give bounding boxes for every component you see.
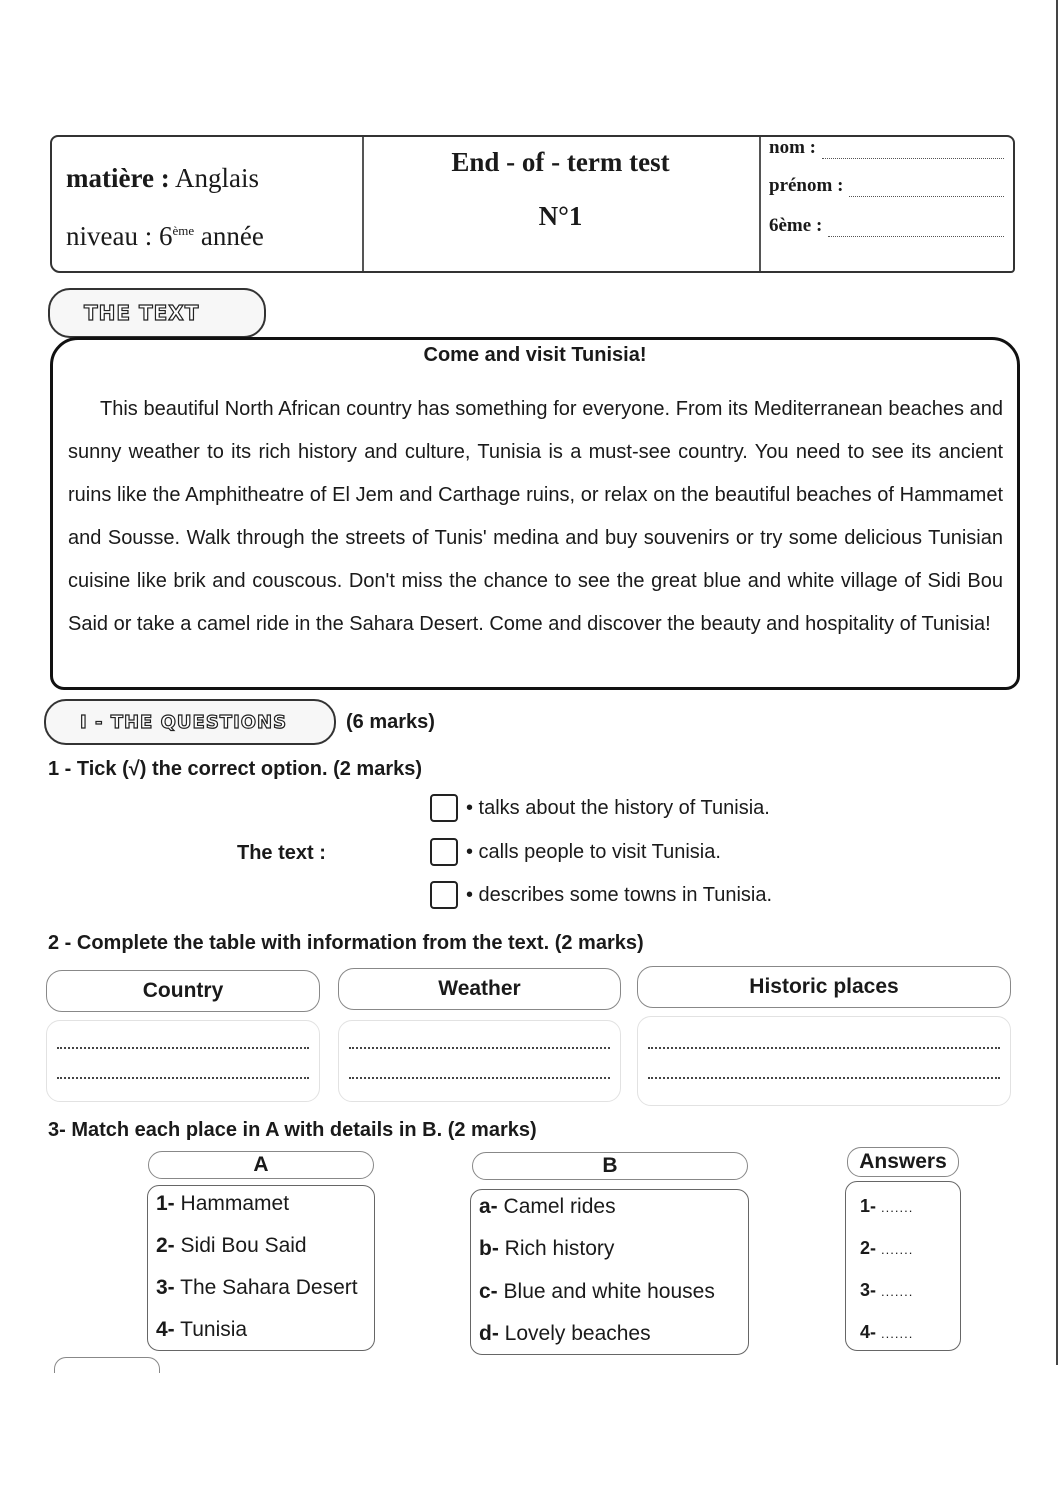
answer-line[interactable] — [57, 1047, 309, 1049]
name-label: nom : — [769, 137, 816, 158]
questions-marks: (6 marks) — [346, 711, 435, 733]
answer-line[interactable] — [648, 1047, 1000, 1049]
table-cell-weather[interactable] — [338, 1020, 621, 1102]
level-sup: ème — [172, 223, 195, 238]
reading-text-title: Come and visit Tunisia! — [423, 344, 647, 366]
checkbox[interactable] — [430, 838, 458, 866]
answer-line[interactable] — [349, 1047, 610, 1049]
q2-heading: 2 - Complete the table with information from the text. (2 marks) — [48, 932, 644, 954]
test-number: N°1 — [538, 201, 583, 231]
column-a-item: 4- Tunisia — [156, 1318, 248, 1341]
column-b-item: b- Rich history — [479, 1237, 615, 1260]
answer-line[interactable] — [349, 1077, 610, 1079]
reading-paragraph: This beautiful North African country has something for everyone. From its Mediterranean beaches and sunny weather to its rich history and culture, Tunisia is a must-see country. You need to see its ancient ruins like the Amphitheatre of El Jem and Carthage ruins, or relax on the beautiful beaches of Hammamet and Sousse. Walk through the streets of Tunis' medina and buy souvenirs or try some delicious Tunisian cuisine like brik and couscous. Don't miss the chance to see the great blue and white village of Sidi Bou Said or take a camel ride in the Sahara Desert. Come and discover the beauty and hospitality of Tunisia! — [68, 398, 1003, 635]
student-info-cell — [759, 137, 1013, 271]
answer-line[interactable] — [648, 1077, 1000, 1079]
table-header-historic-places: Historic places — [637, 966, 1011, 1008]
column-b-list — [470, 1189, 749, 1355]
first-name-input-line[interactable] — [849, 182, 1004, 197]
checkbox[interactable] — [430, 881, 458, 909]
column-a-header: A — [148, 1151, 374, 1179]
exam-header — [50, 135, 1015, 273]
section-label-text-title: THE TEXT — [84, 301, 200, 325]
section-label-questions-title: I - THE QUESTIONS — [80, 711, 288, 733]
column-b-item: c- Blue and white houses — [479, 1280, 715, 1303]
subject-value: Anglais — [174, 163, 259, 193]
subject — [66, 163, 259, 194]
subject-level-cell — [52, 137, 364, 271]
answers-list — [845, 1181, 961, 1351]
first-name-label: prénom : — [769, 175, 844, 196]
subject-label: matière : — [66, 163, 170, 193]
answers-header: Answers — [847, 1147, 959, 1177]
option-text: • talks about the history of Tunisia. — [466, 796, 770, 819]
level-label: niveau : 6 — [66, 221, 173, 251]
column-a-item: 1- Hammamet — [156, 1192, 290, 1215]
answer-item[interactable]: 4- ....... — [860, 1322, 914, 1342]
answer-item[interactable]: 2- ....... — [860, 1238, 914, 1258]
first-name-field[interactable] — [769, 175, 1004, 197]
table-header-weather: Weather — [338, 968, 621, 1010]
q1-option-2[interactable] — [430, 838, 721, 866]
section-label-questions — [44, 699, 336, 745]
next-section-label-partial — [54, 1357, 160, 1373]
class-field[interactable] — [769, 215, 1004, 237]
name-input-line[interactable] — [822, 144, 1004, 159]
reading-text-body — [68, 388, 1003, 646]
level-suffix: année — [200, 221, 264, 251]
section-label-text — [48, 288, 266, 338]
q1-option-1[interactable] — [430, 794, 770, 822]
test-title: End - of - term test — [451, 147, 670, 177]
answer-line[interactable] — [57, 1077, 309, 1079]
checkbox[interactable] — [430, 794, 458, 822]
column-b-item: d- Lovely beaches — [479, 1322, 651, 1345]
column-b-header: B — [472, 1152, 748, 1180]
reading-text-box — [50, 337, 1020, 690]
q3-heading: 3- Match each place in A with details in B. (2 marks) — [48, 1119, 537, 1141]
answer-item[interactable]: 3- ....... — [860, 1280, 914, 1300]
name-field[interactable] — [769, 137, 1004, 159]
column-a-item: 2- Sidi Bou Said — [156, 1234, 307, 1257]
option-text: • describes some towns in Tunisia. — [466, 883, 773, 906]
table-header-country: Country — [46, 970, 320, 1012]
table-cell-historic-places[interactable] — [637, 1016, 1011, 1106]
option-text: • calls people to visit Tunisia. — [466, 840, 721, 863]
q1-stem: The text : — [237, 842, 326, 864]
table-cell-country[interactable] — [46, 1020, 320, 1102]
class-label: 6ème : — [769, 215, 823, 236]
test-title-cell — [362, 137, 761, 271]
answer-item[interactable]: 1- ....... — [860, 1196, 914, 1216]
level — [66, 221, 264, 252]
column-b-item: a- Camel rides — [479, 1195, 616, 1218]
column-a-item: 3- The Sahara Desert — [156, 1276, 358, 1299]
class-input-line[interactable] — [828, 222, 1004, 237]
column-a-list — [147, 1185, 375, 1351]
q1-heading: 1 - Tick (√) the correct option. (2 marks) — [48, 758, 423, 780]
q1-option-3[interactable] — [430, 881, 772, 909]
